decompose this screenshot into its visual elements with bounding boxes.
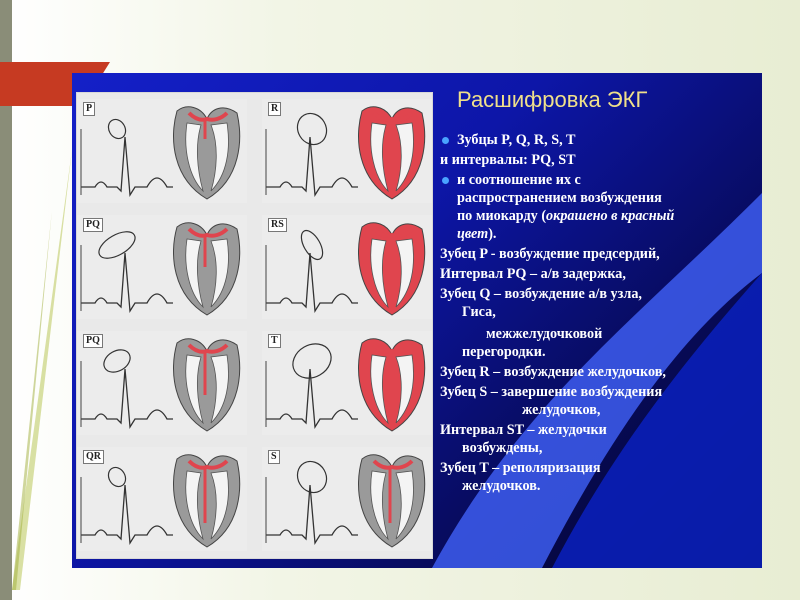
- ecg-cell-label: R: [268, 102, 281, 116]
- heart-ecg-diagram: [262, 447, 432, 551]
- text-intervals: и интервалы: PQ, ST: [440, 152, 576, 168]
- ecg-cell: [77, 447, 247, 551]
- slide-title: Расшифровка ЭКГ: [457, 87, 648, 112]
- ecg-cell: [77, 99, 247, 203]
- slide: [72, 73, 762, 568]
- text-line: желудочков,: [522, 402, 601, 418]
- text-line: возбуждены,: [462, 440, 543, 456]
- text-line: [457, 225, 758, 243]
- text-line: Зубец S – завершение возбуждения: [440, 384, 663, 400]
- text-line: Зубец T – реполяризация: [440, 460, 601, 476]
- text-line: распространением возбуждения: [457, 190, 662, 206]
- ecg-cell-label: T: [268, 334, 281, 348]
- ecg-cell: [262, 215, 432, 319]
- text-line: и соотношение их с: [457, 172, 581, 188]
- text-line: Зубец Q – возбуждение а/в узла,: [440, 286, 642, 302]
- text-span-italic: окрашено в красный: [546, 208, 675, 224]
- text-wave-s: [440, 383, 758, 419]
- text-wave-t: [440, 459, 758, 495]
- text-wave-q: [440, 285, 758, 361]
- text-line: Гиса,: [462, 304, 496, 320]
- slide-text: [440, 131, 758, 497]
- ecg-cell-label: P: [83, 102, 95, 116]
- ecg-cell: [77, 331, 247, 435]
- text-span-italic: цвет: [457, 226, 489, 242]
- ecg-cell: [262, 99, 432, 203]
- bullet-relation: [440, 171, 758, 243]
- text-line: желудочков.: [462, 478, 541, 494]
- ecg-cell-label: RS: [268, 218, 287, 232]
- ecg-cell: [77, 215, 247, 319]
- heart-ecg-diagram: [262, 331, 432, 435]
- ecg-figure-panel: [77, 93, 432, 558]
- ecg-cell-label: PQ: [83, 218, 103, 232]
- heart-ecg-diagram: [262, 215, 432, 319]
- heart-ecg-diagram: [77, 99, 247, 203]
- bullet-waves: Зубцы P, Q, R, S, T: [440, 131, 758, 149]
- ecg-cell-label: PQ: [83, 334, 103, 348]
- text-line: [457, 207, 758, 225]
- text-span: ).: [488, 226, 497, 242]
- text-wave-r: Зубец R – возбуждение желудочков,: [440, 364, 666, 380]
- text-interval-pq: Интервал PQ – а/в задержка,: [440, 266, 626, 282]
- ecg-cell-label: S: [268, 450, 280, 464]
- text-line: межжелудочковой: [486, 326, 603, 342]
- text-line: перегородки.: [462, 344, 546, 360]
- ecg-cell: [262, 447, 432, 551]
- ecg-cell: [262, 331, 432, 435]
- heart-ecg-diagram: [262, 99, 432, 203]
- text-span: по миокарду (: [457, 208, 547, 224]
- ecg-cell-label: QR: [83, 450, 104, 464]
- text-line: Интервал ST – желудочки: [440, 422, 607, 438]
- text-interval-st: [440, 421, 758, 457]
- text-wave-p: Зубец P - возбуждение предсердий,: [440, 246, 660, 262]
